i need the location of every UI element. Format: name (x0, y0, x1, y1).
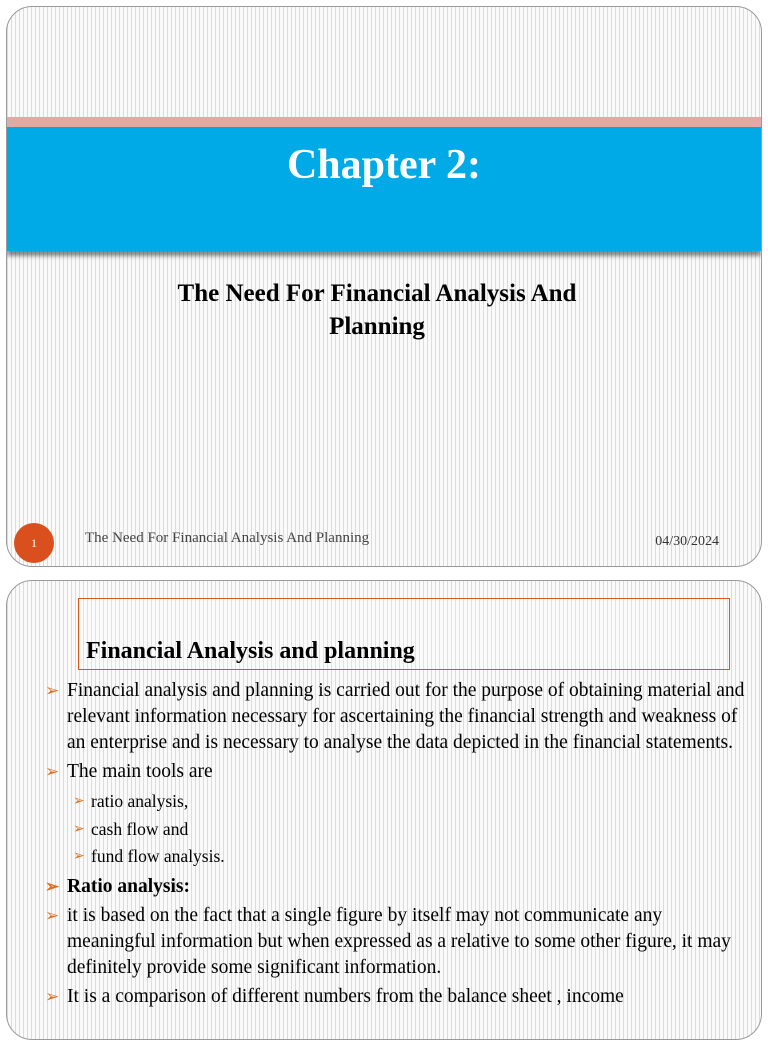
bullet-text: it is based on the fact that a single figure by itself may not communicate any meaningful information but when expressed as a relative to some other figure, it may definitely provide some significant information. (67, 904, 731, 978)
bullet-item (45, 678, 745, 756)
arrow-bullet-icon: ➢ (73, 849, 85, 864)
bullet-text: Financial analysis and planning is carried out for the purpose of obtaining material and relevant information necessary for ascertaining the financial strength and weakness of an enterprise and is necessary to analyse the data depicted in the financial statements. (67, 680, 745, 753)
page-number-badge: 1 (14, 523, 54, 563)
bullet-text: Ratio analysis: (67, 875, 190, 897)
slide-subtitle: The Need For Financial Analysis And Planning (177, 280, 577, 340)
bullet-text: The main tools are (67, 761, 213, 782)
footer-date: 04/30/2024 (655, 534, 719, 549)
bullet-text: It is a comparison of different numbers from the balance sheet , income (67, 985, 624, 1007)
arrow-bullet-icon: ➢ (45, 905, 60, 925)
slide-1 (6, 6, 762, 567)
bullet-item (45, 759, 745, 785)
footer-title: The Need For Financial Analysis And Planning (85, 530, 370, 546)
sub-bullet-text: ratio analysis, (91, 791, 189, 811)
chapter-title: Chapter 2: (286, 142, 482, 188)
arrow-bullet-icon: ➢ (45, 876, 60, 896)
slide-heading: Financial Analysis and planning (86, 638, 415, 664)
sub-bullet-item (45, 788, 745, 816)
heading-box (78, 598, 730, 670)
bullet-item (45, 874, 745, 900)
sub-bullet-text: fund flow analysis. (91, 846, 225, 866)
bullet-item (45, 984, 745, 1010)
arrow-bullet-icon: ➢ (45, 681, 60, 700)
title-band-accent (7, 117, 761, 127)
arrow-bullet-icon: ➢ (45, 986, 60, 1006)
sub-bullet-item (45, 843, 745, 871)
slide-content (45, 678, 745, 1013)
arrow-bullet-icon: ➢ (73, 821, 85, 837)
arrow-bullet-icon: ➢ (73, 794, 85, 809)
slide-2 (6, 580, 762, 1040)
bullet-item (45, 903, 745, 981)
arrow-bullet-icon: ➢ (45, 762, 60, 781)
sub-bullet-text: cash flow and (91, 818, 189, 839)
sub-bullet-item (45, 816, 745, 844)
